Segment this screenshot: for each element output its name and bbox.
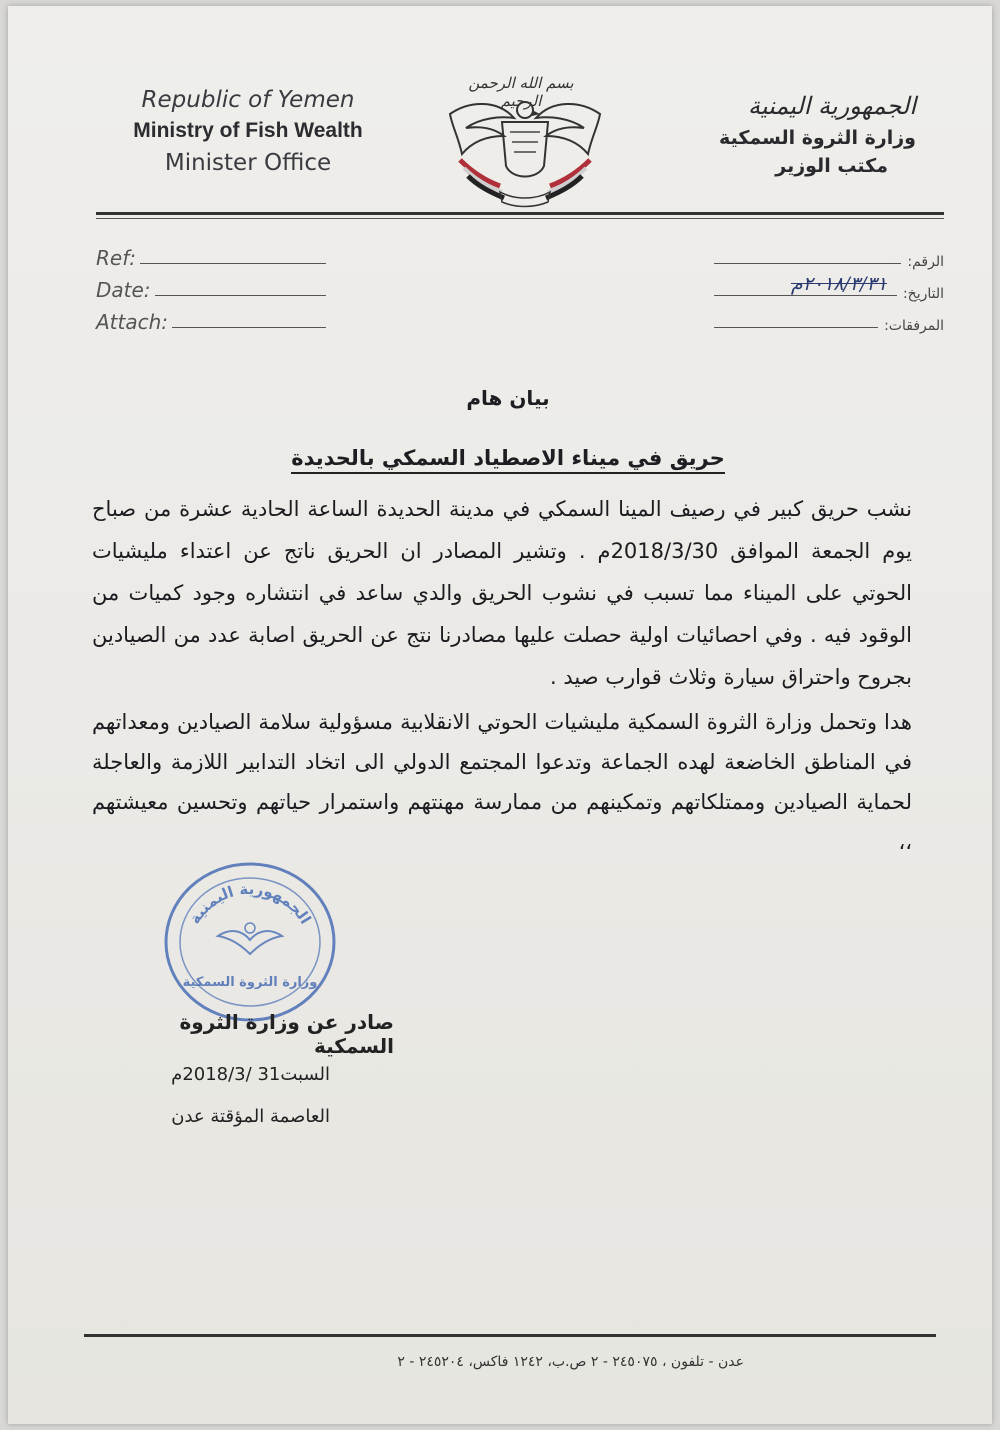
arabic-attach-line: [714, 327, 878, 328]
arabic-ref-label: الرقم:: [907, 254, 944, 270]
attach-label: Attach:: [96, 310, 169, 334]
basmala: بسم الله الرحمن الرحيم: [468, 74, 574, 110]
stamp-inner-text: وزارة الثروة السمكية: [182, 975, 318, 990]
footer-rule: [84, 1334, 936, 1337]
arabic-ref-line: [714, 263, 901, 264]
english-letterhead: [128, 84, 368, 180]
ref-field: [96, 238, 326, 270]
date-label: Date:: [96, 278, 151, 302]
date-line: [155, 295, 326, 296]
ref-label: Ref:: [96, 246, 136, 270]
arabic-letterhead: [708, 88, 928, 180]
arabic-reference-fields: [714, 238, 944, 334]
arabic-ref-field: [714, 238, 944, 270]
header-rule-thick: [96, 212, 944, 215]
issue-date: السبت31 /2018/3م: [171, 1064, 330, 1085]
arabic-date-label: التاريخ:: [902, 286, 944, 302]
english-reference-fields: [96, 238, 326, 334]
svg-text:الجمهورية اليمنية: [186, 880, 315, 927]
arabic-date-line: [714, 273, 897, 296]
handwritten-date: ٢٠١٨/٣/٣١م: [790, 273, 887, 295]
english-country: Republic of Yemen: [141, 87, 355, 113]
arabic-office: مكتب الوزير: [775, 155, 888, 177]
subtitle-text: حريق في ميناء الاصطياد السمكي بالحديدة: [291, 446, 724, 474]
issue-place: العاصمة المؤقتة عدن: [171, 1106, 330, 1127]
body-paragraph-2: هدا وتحمل وزارة الثروة السمكية مليشيات الحوتي الانقلابية مسؤولية سلامة الصيادين ومعداتهم في المناطق الخاضعة لهده الجماعة وتدعوا المجتمع الدولي الى اتخاد التدابير اللازمة والعاجلة لحماية الصيادين وممتلكاتهم وتمكينهم من ممارسة مهنتهم واستمرار حياتهم وتحسين معيشتهم ،،: [92, 710, 912, 854]
date-field: [96, 270, 326, 302]
arabic-date-field: [714, 270, 944, 302]
arabic-attach-field: [714, 302, 944, 334]
header-rule-thin: [96, 218, 944, 219]
english-ministry: Ministry of Fish Wealth: [133, 119, 363, 142]
issuer-line: صادر عن وزارة الثروة السمكية: [179, 1010, 394, 1058]
document-subtitle: [8, 446, 1000, 470]
arabic-ministry: وزارة الثروة السمكية: [719, 127, 916, 149]
ministry-stamp-icon: [160, 858, 340, 1026]
english-office: Minister Office: [164, 150, 332, 176]
arabic-attach-label: المرفقات:: [884, 318, 944, 334]
ref-line: [140, 263, 326, 264]
document-title: بيان هام: [466, 386, 550, 410]
yemen-eagle-emblem-icon: [440, 70, 610, 210]
arabic-country: الجمهورية اليمنية: [747, 92, 916, 120]
body-paragraph-1: نشب حريق كبير في رصيف المينا السمكي في مدينة الحديدة الساعة الحادية عشرة من صباح يوم الجمعة الموافق 2018/3/30م . وتشير المصادر ان الحريق ناتج عن اعتداء مليشيات الحوتي على الميناء مما تسبب في نشوب الحريق والدي ساعد في انتشاره وجود كميات من الوقود فيه . وفي احصائيات اولية حصلت عليها مصادرنا نتج عن الحريق اصابة عدد من الصيادين بجروح واحتراق سيارة وثلاث قوارب صيد .: [92, 497, 913, 689]
footer-contact: عدن - تلفون ، ٢٤٥٠٧٥ - ٢ ص.ب، ١٢٤٢ فاكس، ٢٤٥٢٠٤ - ٢: [397, 1354, 744, 1370]
letter-paper: [8, 6, 992, 1424]
stamp-outer-text: الجمهورية اليمنية: [185, 879, 315, 928]
attach-field: [96, 302, 326, 334]
attach-line: [172, 327, 326, 328]
